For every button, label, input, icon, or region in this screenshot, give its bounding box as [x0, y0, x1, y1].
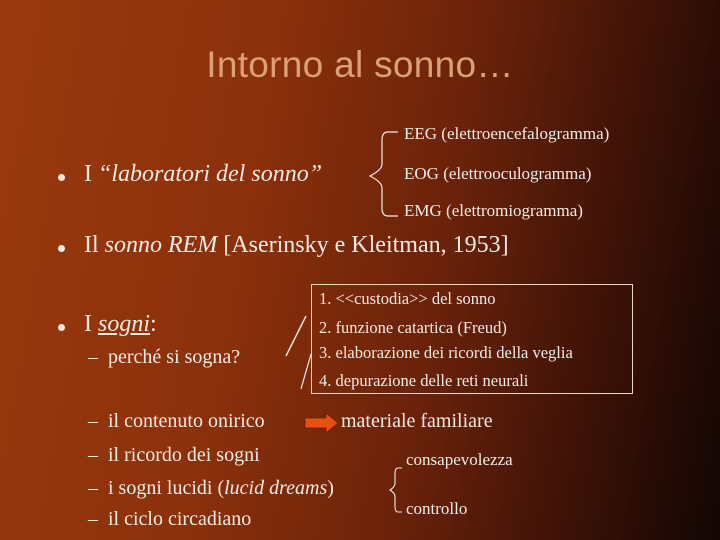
- brace-item-eog: EOG (elettrooculogramma): [404, 164, 592, 183]
- sub-text: il contenuto onirico: [108, 410, 265, 432]
- bullet-prefix: I: [84, 161, 98, 187]
- theory-item-1: 1. <<custodia>> del sonno: [319, 289, 496, 308]
- bullet-prefix: I: [84, 311, 98, 337]
- brace-item-emg: EMG (elettromiogramma): [404, 201, 583, 220]
- bullet-italic: “laboratori del sonno”: [98, 161, 323, 187]
- connector-line: [286, 316, 306, 356]
- theory-item-2: 2. funzione catartica (Freud): [319, 318, 507, 337]
- brace-consapevolezza: [390, 468, 402, 512]
- bullet-prefix: Il: [84, 232, 105, 258]
- bullet-italic: sonno REM: [104, 232, 218, 258]
- bullet-italic: sogni: [98, 311, 151, 337]
- sub-text: il ciclo circadiano: [108, 508, 252, 530]
- bullet-suffix: [Aserinsky e Kleitman, 1953]: [217, 232, 509, 258]
- theory-item-4: 4. depurazione delle reti neurali: [319, 371, 529, 390]
- sub-text: il ricordo dei sogni: [108, 444, 260, 466]
- theory-item-3: 3. elaborazione dei ricordi della veglia: [319, 343, 573, 362]
- sub-dash: –: [88, 444, 98, 466]
- sub-text-post: ): [327, 477, 334, 499]
- brace2-item-controllo: controllo: [406, 499, 468, 518]
- sub-dash: –: [88, 508, 98, 530]
- slide-title: Intorno al sonno…: [206, 44, 514, 85]
- bullet-suffix: :: [150, 311, 157, 337]
- arrow-icon: [305, 413, 338, 433]
- sub-text-italic: lucid dreams: [224, 477, 328, 499]
- brace-item-eeg: EEG (elettroencefalogramma): [404, 124, 610, 143]
- brace-eeg-emg: [370, 132, 398, 216]
- sub-text: perché si sogna?: [108, 346, 241, 368]
- sub-dash: –: [88, 410, 98, 432]
- arrow-target-text: materiale familiare: [341, 410, 493, 432]
- connector-line: [301, 354, 311, 389]
- sub-dash: –: [88, 346, 98, 368]
- sub-text-pre: i sogni lucidi (: [108, 477, 225, 499]
- sub-dash: –: [88, 477, 98, 499]
- brace2-item-consapevolezza: consapevolezza: [406, 450, 513, 469]
